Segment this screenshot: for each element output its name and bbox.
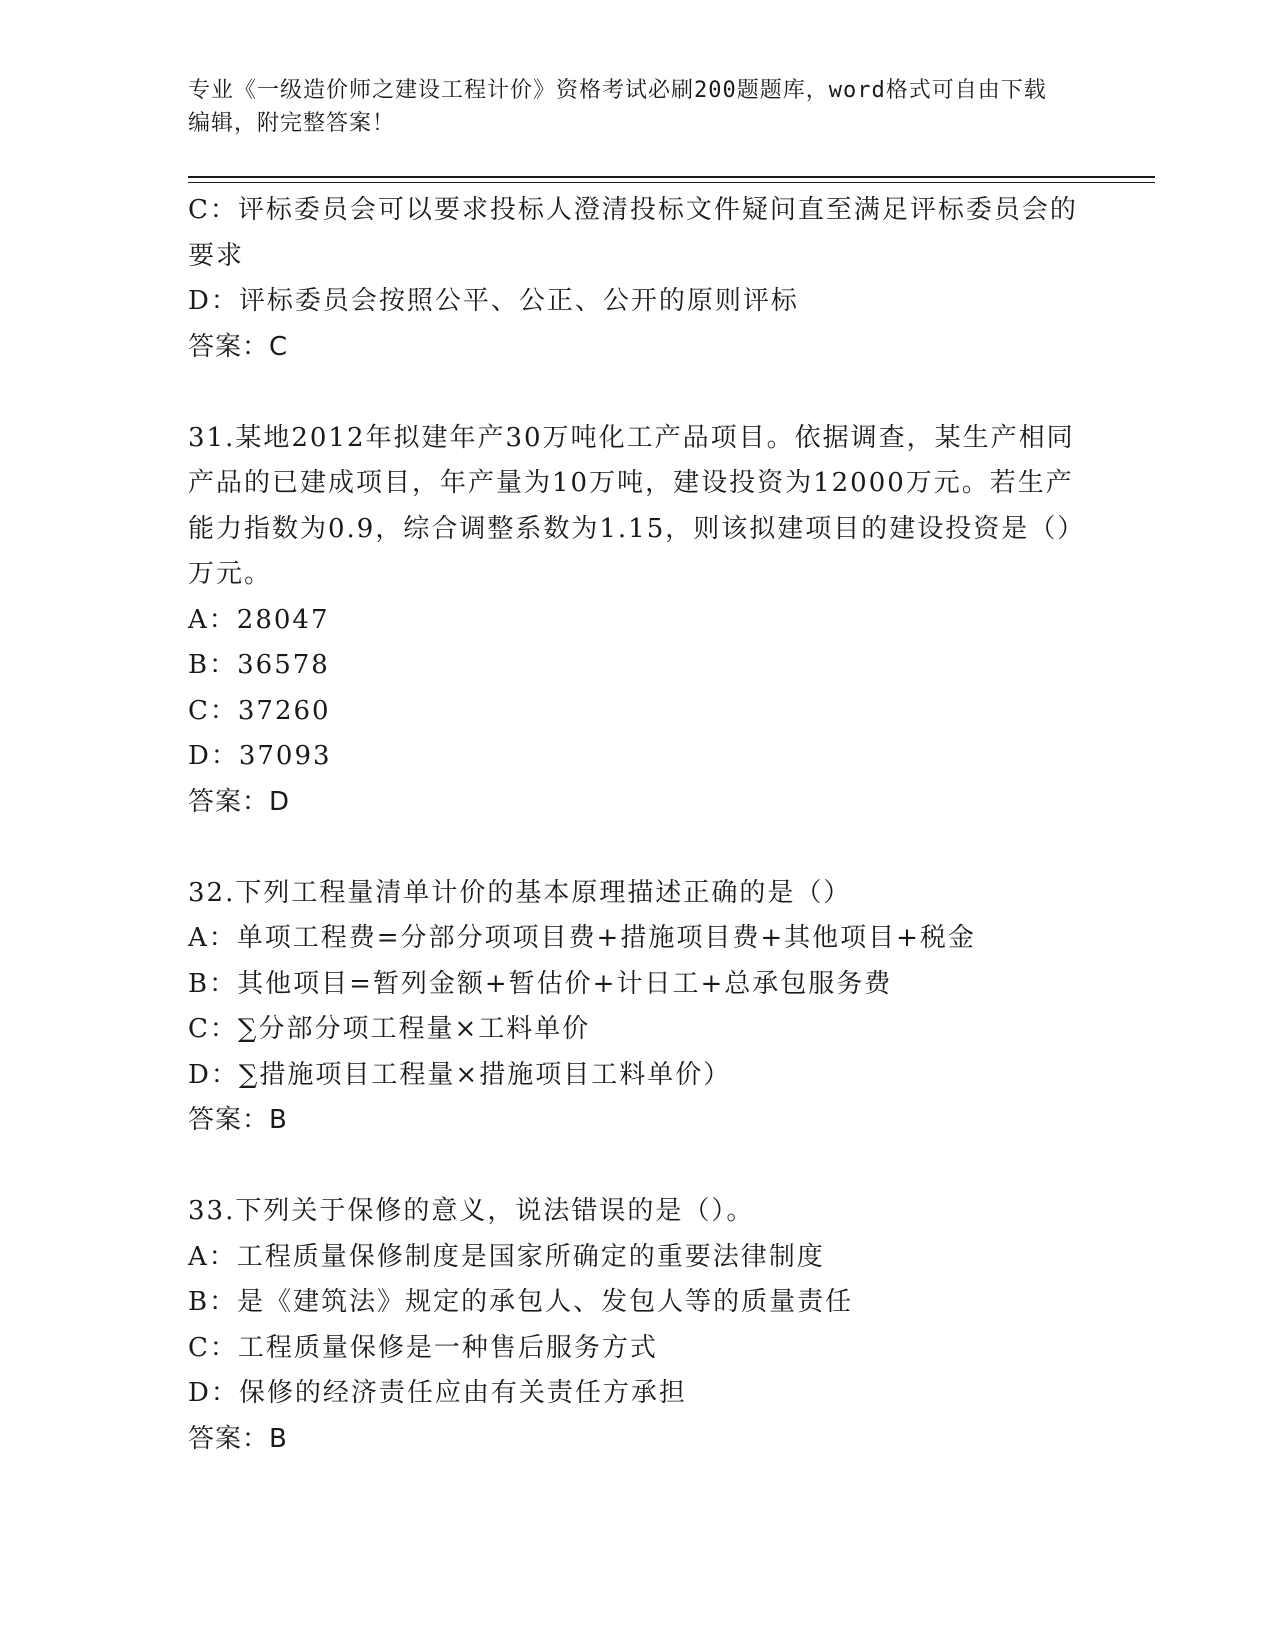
document-body [188, 188, 1078, 1462]
document-header: 专业《一级造价师之建设工程计价》资格考试必刷200题题库，word格式可自由下载编辑，附完整答案！ [188, 78, 1047, 136]
option-d: D：37093 [188, 741, 332, 771]
answer-line: 答案：C [188, 331, 289, 362]
option-a: A：工程质量保修制度是国家所确定的重要法律制度 [188, 1241, 825, 1272]
answer-line: 答案：B [188, 1105, 288, 1135]
option-d: D：评标委员会按照公平、公正、公开的原则评标 [188, 286, 799, 316]
header-divider-thick [188, 176, 1155, 178]
question-30-continued [188, 188, 1078, 370]
question-stem: 32.下列工程量清单计价的基本原理描述正确的是（） [188, 877, 852, 908]
option-c: C：工程质量保修是一种售后服务方式 [188, 1332, 658, 1363]
question-stem: 33.下列关于保修的意义，说法错误的是（）。 [188, 1196, 755, 1226]
answer-line: 答案：B [188, 1423, 288, 1454]
option-a: A：28047 [188, 604, 330, 635]
option-d: D：保修的经济责任应由有关责任方承担 [188, 1378, 687, 1408]
option-c: C：∑分部分项工程量×工料单价 [188, 1014, 591, 1044]
question-33 [188, 1189, 1078, 1462]
spacer [188, 1144, 1078, 1190]
question-31 [188, 416, 1078, 826]
spacer [188, 825, 1078, 871]
option-b: B：是《建筑法》规定的承包人、发包人等的质量责任 [188, 1287, 854, 1317]
option-a: A：单项工程费=分部分项项目费+措施项目费+其他项目+税金 [188, 923, 976, 953]
question-stem: 31.某地2012年拟建年产30万吨化工产品项目。依据调查，某生产相同产品的已建成项目，年产量为10万吨，建设投资为12000万元。若生产能力指数为0.9，综合调整系数为1.15，则该拟建项目的建设投资是（）万元。 [188, 422, 1075, 589]
question-32 [188, 871, 1078, 1144]
answer-line: 答案：D [188, 786, 291, 817]
option-b: B：其他项目=暂列金额+暂估价+计日工+总承包服务费 [188, 968, 893, 999]
option-d: D：∑措施项目工程量×措施项目工料单价） [188, 1059, 732, 1090]
option-c: C：评标委员会可以要求投标人澄清投标文件疑问直至满足评标委员会的要求 [188, 195, 1078, 271]
spacer [188, 370, 1078, 416]
option-b: B：36578 [188, 650, 330, 680]
option-c: C：37260 [188, 695, 331, 726]
header-divider-thin [188, 182, 1155, 183]
